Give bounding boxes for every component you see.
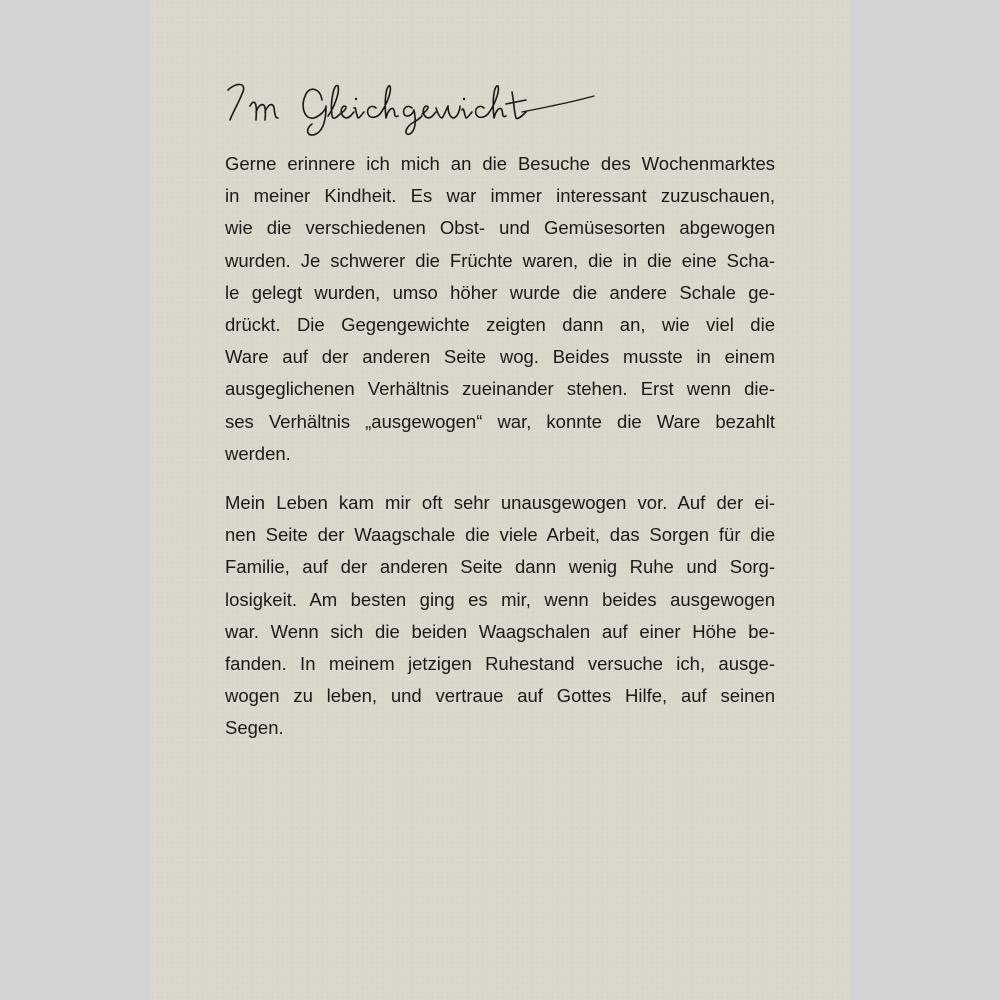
text-line: losigkeit. Am besten ging es mir, wenn beides ausgewogen	[225, 588, 775, 610]
text-line: ausgeglichenen Verhältnis zueinander stehen. Erst wenn die-	[225, 378, 775, 400]
text-line: wogen zu leben, und vertraue auf Gottes Hilfe, auf seinen	[225, 685, 775, 707]
text-line: fanden. In meinem jetzigen Ruhestand versuche ich, ausge-	[225, 653, 775, 675]
text-line: wurden. Je schwerer die Früchte waren, die in die eine Scha-	[225, 249, 775, 271]
text-line: Familie, auf der anderen Seite dann wenig Ruhe und Sorg-	[225, 556, 775, 578]
text-line: nen Seite der Waagschale die viele Arbeit, das Sorgen für die	[225, 524, 775, 546]
handwritten-title	[222, 72, 642, 142]
paragraph-2	[225, 487, 775, 745]
text-line: ses Verhältnis „ausgewogen“ war, konnte die Ware bezahlt	[225, 410, 775, 432]
text-line: le gelegt wurden, umso höher wurde die andere Schale ge-	[225, 281, 775, 303]
text-line: in meiner Kindheit. Es war immer interessant zuzuschauen,	[225, 185, 775, 207]
text-line: wie die verschiedenen Obst- und Gemüsesorten abgewogen	[225, 217, 775, 239]
text-line: werden.	[225, 442, 291, 464]
text-line: Mein Leben kam mir oft sehr unausgewogen vor. Auf der ei-	[225, 492, 775, 514]
text-line: Gerne erinnere ich mich an die Besuche des Wochenmarktes	[225, 153, 775, 174]
text-line: war. Wenn sich die beiden Waagschalen auf einer Höhe be-	[225, 620, 775, 642]
text-line: Ware auf der anderen Seite wog. Beides musste in einem	[225, 346, 775, 368]
handwritten-title-signature	[222, 72, 642, 142]
paragraph-1	[225, 148, 775, 470]
document-body	[225, 148, 775, 762]
text-line: Segen.	[225, 717, 284, 739]
text-line: drückt. Die Gegengewichte zeigten dann an, wie viel die	[225, 314, 775, 336]
document-page	[150, 0, 850, 1000]
